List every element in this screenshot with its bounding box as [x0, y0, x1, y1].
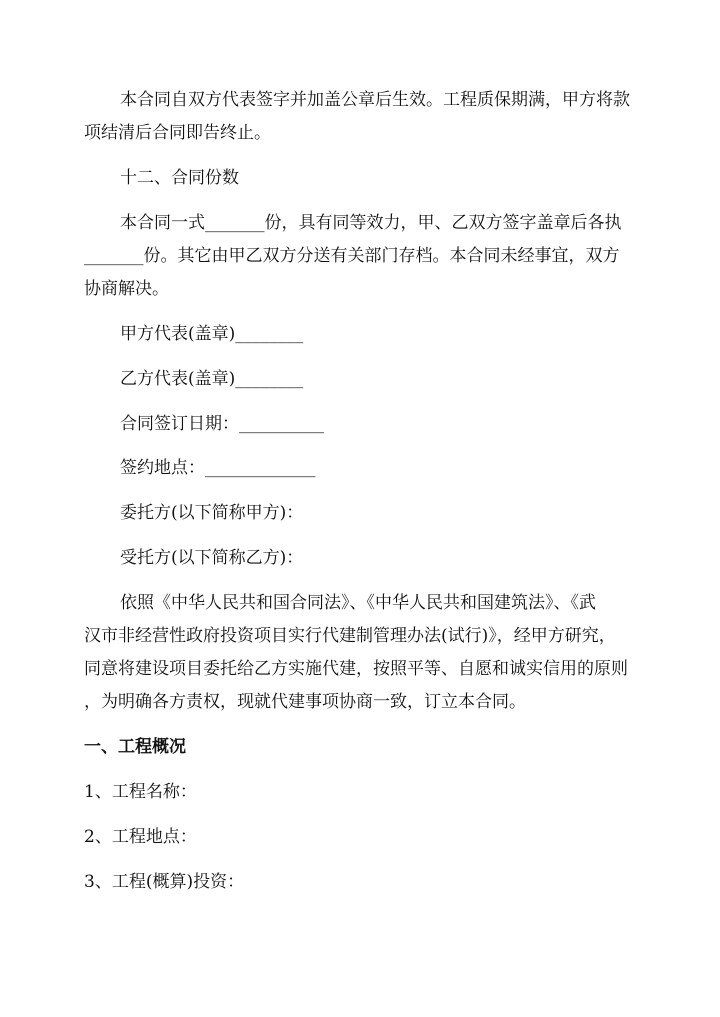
effective-clause [84, 83, 680, 117]
project-location-item [84, 820, 644, 854]
list-item: 2、工程地点： [84, 827, 197, 847]
text-line: _______份。其它由甲乙双方分送有关部门存档。本合同未经事宜，双方 [84, 246, 620, 266]
date-line: 合同签订日期：__________ [120, 414, 324, 434]
basis-clause [84, 586, 680, 620]
text-line: 依照《中华人民共和国合同法》、《中华人民共和国建筑法》、《武 [120, 593, 596, 613]
text-line: ，为明确各方责权，现就代建事项协商一致，订立本合同。 [84, 692, 526, 712]
heading-text: 十二、合同份数 [120, 168, 239, 188]
text-line: 同意将建设项目委托给乙方实施代建，按照平等、自愿和诚实信用的原则 [84, 659, 628, 679]
signature-line: 乙方代表(盖章)________ [120, 369, 304, 389]
party-b-representative [84, 362, 680, 396]
list-item: 1、工程名称： [84, 782, 197, 802]
basis-clause-cont-1 [84, 619, 644, 653]
text-line: 委托方(以下简称甲方)： [120, 503, 304, 523]
party-a-representative [84, 317, 680, 351]
text-line: 本合同自双方代表签字并加盖公章后生效。工程质保期满，甲方将款 [120, 90, 630, 110]
section-12-title [84, 161, 680, 195]
heading-text: 一、工程概况 [84, 737, 186, 757]
text-line: 汉市非经营性政府投资项目实行代建制管理办法(试行)》，经甲方研究， [84, 626, 616, 646]
agent-party [84, 541, 680, 575]
list-item: 3、工程(概算)投资： [84, 872, 245, 892]
copies-clause-cont-2 [84, 272, 644, 306]
section-1-title [84, 730, 644, 764]
signature-line: 甲方代表(盖章)________ [120, 324, 304, 344]
text-line: 项结清后合同即告终止。 [84, 123, 271, 143]
client-party [84, 496, 680, 530]
signing-date [84, 407, 680, 441]
project-name-item [84, 775, 644, 809]
project-investment-item [84, 865, 644, 899]
text-line: 本合同一式_______份，具有同等效力，甲、乙双方签字盖章后各执 [120, 213, 622, 233]
basis-clause-cont-2 [84, 652, 644, 686]
signing-place [84, 451, 680, 485]
copies-clause-cont-1 [84, 239, 644, 273]
text-line: 受托方(以下简称乙方)： [120, 548, 304, 568]
copies-clause [84, 206, 680, 240]
text-line: 协商解决。 [84, 279, 169, 299]
effective-clause-cont [84, 116, 644, 150]
place-line: 签约地点：_____________ [120, 458, 316, 478]
basis-clause-cont-3 [84, 685, 644, 719]
